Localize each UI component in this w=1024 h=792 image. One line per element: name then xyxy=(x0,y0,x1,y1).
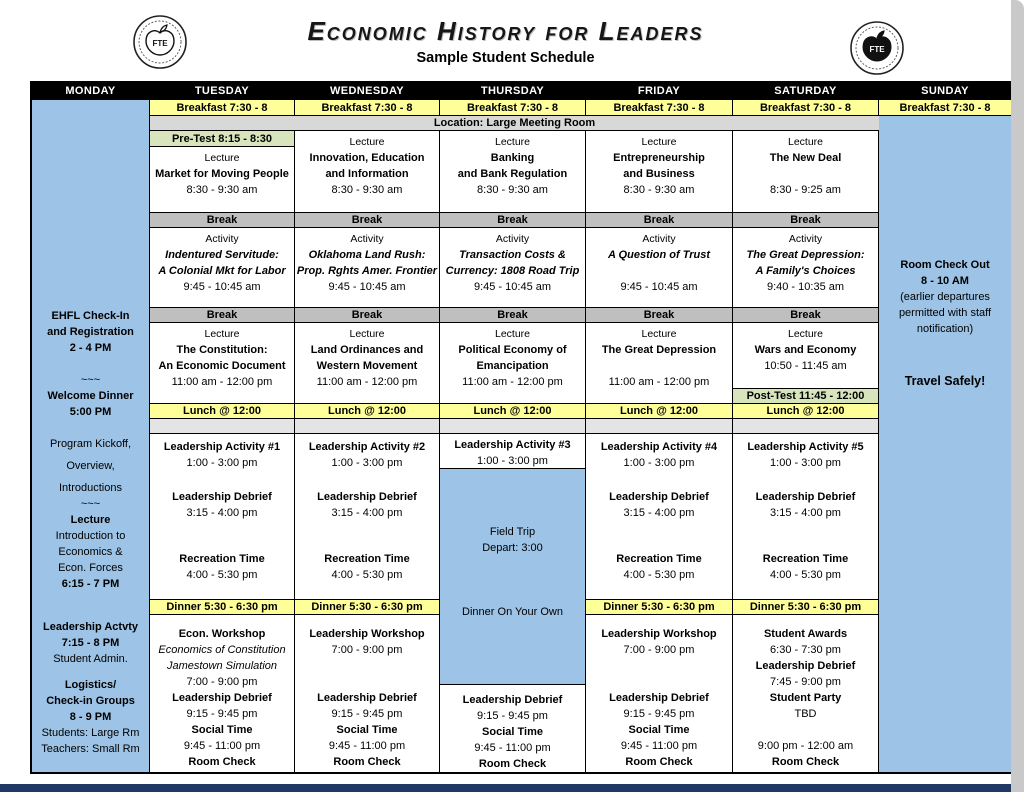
schedule-table xyxy=(30,81,1014,774)
page-header xyxy=(0,0,1011,81)
lunch-band xyxy=(586,404,732,419)
text-line: permitted with staff xyxy=(898,307,992,319)
text-line: Lunch @ 12:00 xyxy=(183,405,261,417)
text-line: Lecture xyxy=(349,136,385,148)
window-bottom-bar xyxy=(0,784,1011,792)
text-line: Break xyxy=(643,309,675,321)
text-line: Leadership Activity #2 xyxy=(308,441,426,453)
column-monday xyxy=(32,83,150,772)
text-line: The Great Depression xyxy=(601,344,717,356)
text-line: Field Trip xyxy=(489,526,536,538)
text-line: 1:00 - 3:00 pm xyxy=(477,455,548,467)
text-line: 11:00 am - 12:00 pm xyxy=(462,376,563,388)
text-line: Economics of Constitution xyxy=(158,644,286,656)
text-line: Prop. Rghts Amer. Frontier xyxy=(296,265,438,277)
text-line: 8:30 - 9:30 am xyxy=(477,184,548,196)
text-line: Room Check xyxy=(771,756,840,768)
text-line: 9:45 - 10:45 am xyxy=(183,281,261,293)
evening-cell xyxy=(440,685,585,772)
text-line: 1:00 - 3:00 pm xyxy=(770,457,841,469)
text-line: Program Kickoff, xyxy=(49,438,132,450)
spacer-row xyxy=(586,419,732,434)
dinner-band xyxy=(733,600,878,615)
activity-cell xyxy=(440,228,585,308)
text-line: 9:40 - 10:35 am xyxy=(766,281,845,293)
text-line: 7:00 - 9:00 pm xyxy=(186,676,258,688)
text-line: Leadership Actvty xyxy=(43,621,138,633)
text-line: 4:00 - 5:30 pm xyxy=(623,569,695,581)
text-line: Leadership Debrief xyxy=(172,692,272,704)
text-line: 8:30 - 9:30 am xyxy=(623,184,695,196)
text-line: 3:15 - 4:00 pm xyxy=(623,507,695,519)
text-line: Leadership Debrief xyxy=(755,491,856,503)
text-line: Political Economy of xyxy=(458,344,567,356)
spacer-row xyxy=(440,419,585,434)
breakfast-band xyxy=(733,100,878,116)
text-line: 7:15 - 8 PM xyxy=(61,637,120,649)
text-line: Lecture xyxy=(204,328,240,340)
text-line: 8 - 10 AM xyxy=(921,275,969,287)
text-line: Break xyxy=(351,309,383,321)
logo-text: FTE xyxy=(152,39,168,48)
text-line: Introductions xyxy=(59,482,122,494)
text-line: Jamestown Simulation xyxy=(166,660,278,672)
text-line: An Economic Document xyxy=(158,360,286,372)
text-line: Room Check xyxy=(333,756,401,768)
lunch-band xyxy=(440,404,585,419)
text-line: Leadership Workshop xyxy=(601,628,717,640)
text-line: Dinner 5:30 - 6:30 pm xyxy=(603,601,715,613)
break-band xyxy=(295,308,439,323)
break-band xyxy=(150,308,294,323)
text-line: Dinner On Your Own xyxy=(462,606,563,618)
text-line: 8:30 - 9:30 am xyxy=(186,184,258,196)
break-band xyxy=(586,308,732,323)
evening-cell xyxy=(586,615,732,772)
sunday-info-cell xyxy=(879,116,1011,772)
text-line: 1:00 - 3:00 pm xyxy=(331,457,403,469)
text-line: Check-in Groups xyxy=(46,695,135,707)
text-line: Breakfast 7:30 - 8 xyxy=(321,101,413,114)
break-band xyxy=(295,213,439,228)
text-line: Depart: 3:00 xyxy=(482,542,543,554)
text-line: Activity xyxy=(205,233,239,245)
text-line: Introduction to xyxy=(55,530,126,542)
activity-cell xyxy=(150,228,294,308)
text-line: Room Check xyxy=(188,756,256,768)
day-header-thursday: THURSDAY xyxy=(440,83,585,100)
lecture-cell xyxy=(150,147,294,213)
page-title: Economic History for Leaders xyxy=(307,16,704,46)
column-saturday xyxy=(733,83,879,772)
text-line: Break xyxy=(790,214,821,226)
location-banner: Location: Large Meeting Room xyxy=(150,116,879,131)
lecture-cell xyxy=(295,131,439,213)
afternoon-cell xyxy=(295,434,439,600)
text-line: Leadership Activity #5 xyxy=(747,441,864,453)
text-line: Oklahoma Land Rush: xyxy=(308,249,426,261)
text-line: Welcome Dinner xyxy=(47,390,134,402)
text-line: Activity xyxy=(788,233,823,245)
text-line: Recreation Time xyxy=(324,553,410,565)
text-line xyxy=(733,166,878,182)
lecture-cell xyxy=(440,323,585,404)
text-line: Banking xyxy=(490,152,535,164)
lecture-cell xyxy=(440,131,585,213)
text-line: notification) xyxy=(916,323,974,335)
text-line: Leadership Debrief xyxy=(317,491,417,503)
column-thursday xyxy=(440,83,586,772)
day-header-saturday: SATURDAY xyxy=(733,83,878,100)
text-line: Teachers: Small Rm xyxy=(41,743,140,755)
breakfast-band xyxy=(150,100,294,116)
column-sunday xyxy=(879,83,1012,772)
break-band xyxy=(733,308,878,323)
text-line: Break xyxy=(206,309,238,321)
text-line: 4:00 - 5:30 pm xyxy=(770,569,841,581)
text-line: Room Check Out xyxy=(900,259,990,271)
text-line: 5:00 PM xyxy=(69,406,112,418)
breakfast-band xyxy=(295,100,439,116)
lecture-cell xyxy=(295,323,439,404)
text-line: A Colonial Mkt for Labor xyxy=(158,265,286,277)
text-line: 9:15 - 9:45 pm xyxy=(186,708,258,720)
text-line: Economics & xyxy=(58,546,123,558)
text-line: ~~~ xyxy=(80,374,101,386)
text-line: 1:00 - 3:00 pm xyxy=(623,457,695,469)
break-band xyxy=(150,213,294,228)
text-line: Lecture xyxy=(787,328,824,340)
text-line: Breakfast 7:30 - 8 xyxy=(759,101,852,114)
monday-info-cell xyxy=(32,100,149,772)
text-line: Activity xyxy=(495,233,530,245)
text-line: Room Check xyxy=(478,758,547,770)
break-band xyxy=(440,308,585,323)
text-line: Entrepreneurship xyxy=(613,152,705,164)
text-line: Students: Large Rm xyxy=(41,727,140,739)
dinner-band xyxy=(150,600,294,615)
text-line: Econ. Forces xyxy=(58,562,123,574)
text-line: 8:30 - 9:30 am xyxy=(331,184,403,196)
text-line: Lecture xyxy=(70,514,111,526)
column-friday xyxy=(586,83,733,772)
column-wednesday xyxy=(295,83,440,772)
text-line: Travel Safely! xyxy=(904,374,986,388)
text-line: 9:45 - 10:45 am xyxy=(473,281,552,293)
text-line: 8 - 9 PM xyxy=(69,711,112,723)
text-line: Room Check xyxy=(625,756,693,768)
text-line: The New Deal xyxy=(769,152,842,164)
text-line: Lecture xyxy=(787,136,824,148)
text-line: and Information xyxy=(325,168,409,180)
text-line: 4:00 - 5:30 pm xyxy=(331,569,403,581)
text-line: 8:30 - 9:25 am xyxy=(770,184,841,196)
text-line: Recreation Time xyxy=(179,553,265,565)
text-line: The Constitution: xyxy=(176,344,268,356)
break-band xyxy=(440,213,585,228)
text-line: Social Time xyxy=(482,726,543,738)
lecture-cell xyxy=(150,323,294,404)
posttest-band xyxy=(733,389,878,404)
text-line: Activity xyxy=(350,233,384,245)
text-line: A Family's Choices xyxy=(755,265,856,277)
text-line: (earlier departures xyxy=(900,291,990,303)
text-line: Wars and Economy xyxy=(754,344,857,356)
text-line: Lecture xyxy=(641,328,677,340)
text-line: 11:00 am - 12:00 pm xyxy=(316,376,418,388)
text-line: Social Time xyxy=(628,724,690,736)
text-line: 10:50 - 11:45 am xyxy=(764,360,847,372)
text-line: Social Time xyxy=(191,724,253,736)
text-line: Break xyxy=(351,214,383,226)
activity-cell xyxy=(586,228,732,308)
breakfast-band xyxy=(879,100,1011,116)
text-line: Currency: 1808 Road Trip xyxy=(445,265,580,277)
text-line: Breakfast 7:30 - 8 xyxy=(466,101,559,114)
logo-text: FTE xyxy=(869,45,885,54)
text-line: 3:15 - 4:00 pm xyxy=(770,507,841,519)
text-line: 11:00 am - 12:00 pm xyxy=(608,376,710,388)
text-line: Western Movement xyxy=(316,360,418,372)
text-line: 7:00 - 9:00 pm xyxy=(623,644,695,656)
text-line: A Question of Trust xyxy=(607,249,711,261)
text-line: 9:15 - 9:45 pm xyxy=(477,710,548,722)
text-line: and Business xyxy=(623,168,695,180)
dinner-band xyxy=(295,600,439,615)
lecture-cell xyxy=(586,131,732,213)
text-line: Lecture xyxy=(204,152,240,164)
text-line: 4:00 - 5:30 pm xyxy=(186,569,258,581)
text-line: 3:15 - 4:00 pm xyxy=(331,507,403,519)
text-line: Leadership Activity #1 xyxy=(163,441,281,453)
text-line: Logistics/ xyxy=(64,679,117,691)
text-line: Leadership Debrief xyxy=(462,694,563,706)
spacer-row xyxy=(733,419,878,434)
text-line: Breakfast 7:30 - 8 xyxy=(176,101,268,114)
text-line: Leadership Debrief xyxy=(609,692,709,704)
afternoon-cell xyxy=(733,434,878,600)
text-line: 3:15 - 4:00 pm xyxy=(186,507,258,519)
text-line: Lunch @ 12:00 xyxy=(766,405,845,417)
text-line: 9:15 - 9:45 pm xyxy=(331,708,403,720)
text-line: 7:45 - 9:00 pm xyxy=(770,676,841,688)
text-line: 6:30 - 7:30 pm xyxy=(770,644,841,656)
dinner-band xyxy=(586,600,732,615)
text-line: Student Awards xyxy=(763,628,848,640)
evening-cell xyxy=(295,615,439,772)
break-band xyxy=(733,213,878,228)
afternoon-cell xyxy=(150,434,294,600)
text-line: Land Ordinances and xyxy=(310,344,424,356)
window-right-edge xyxy=(1011,0,1024,792)
text-line: and Registration xyxy=(47,326,134,338)
text-line: Leadership Activity #3 xyxy=(454,439,571,451)
text-line: and Bank Regulation xyxy=(457,168,568,180)
text-line: 1:00 - 3:00 pm xyxy=(186,457,258,469)
activity-cell xyxy=(295,228,439,308)
text-line: Recreation Time xyxy=(762,553,849,565)
text-line: Student Admin. xyxy=(53,653,128,665)
text-line: Recreation Time xyxy=(616,553,702,565)
text-line: Leadership Debrief xyxy=(609,491,709,503)
text-line: 11:00 am - 12:00 pm xyxy=(171,376,273,388)
text-line: Leadership Debrief xyxy=(172,491,272,503)
text-line: Innovation, Education xyxy=(309,152,425,164)
activity-cell xyxy=(733,228,878,308)
text-line: Pre-Test 8:15 - 8:30 xyxy=(171,132,273,145)
breakfast-band xyxy=(440,100,585,116)
text-line: TBD xyxy=(794,708,817,720)
text-line: Dinner 5:30 - 6:30 pm xyxy=(311,601,423,613)
text-line: 9:15 - 9:45 pm xyxy=(623,708,695,720)
text-line: Econ. Workshop xyxy=(178,628,266,640)
text-line: Lunch @ 12:00 xyxy=(473,405,552,417)
text-line xyxy=(733,722,878,738)
lunch-band xyxy=(295,404,439,419)
spacer-row xyxy=(295,419,439,434)
text-line: EHFL Check-In xyxy=(51,310,130,322)
text-line: The Great Depression: xyxy=(746,249,865,261)
text-line: 9:00 pm - 12:00 am xyxy=(757,740,854,752)
text-line: Break xyxy=(790,309,821,321)
text-line: 9:45 - 10:45 am xyxy=(328,281,406,293)
day-header-friday: FRIDAY xyxy=(586,83,732,100)
text-line: Break xyxy=(497,214,528,226)
fte-seal-logo xyxy=(849,20,905,76)
text-line: Lecture xyxy=(641,136,677,148)
text-line: Emancipation xyxy=(476,360,549,372)
text-line: Lecture xyxy=(494,136,531,148)
afternoon-cell xyxy=(440,434,585,469)
text-line: Break xyxy=(643,214,675,226)
text-line: ~~~ xyxy=(80,498,101,510)
text-line: Breakfast 7:30 - 8 xyxy=(899,101,991,114)
spacer-row xyxy=(150,419,294,434)
afternoon-cell xyxy=(586,434,732,600)
text-line: Breakfast 7:30 - 8 xyxy=(613,101,705,114)
evening-cell xyxy=(733,615,878,772)
text-line: 9:45 - 10:45 am xyxy=(620,281,698,293)
day-header-tuesday: TUESDAY xyxy=(150,83,294,100)
lecture-cell xyxy=(733,131,878,213)
lunch-band xyxy=(733,404,878,419)
text-line: Lunch @ 12:00 xyxy=(620,405,698,417)
day-header-sunday: SUNDAY xyxy=(879,83,1011,100)
text-line: Break xyxy=(206,214,238,226)
text-line: Student Party xyxy=(769,692,842,704)
page-subtitle: Sample Student Schedule xyxy=(416,50,595,66)
text-line: Leadership Workshop xyxy=(309,628,425,640)
lecture-cell xyxy=(733,323,878,389)
column-tuesday xyxy=(150,83,295,772)
text-line: Lunch @ 12:00 xyxy=(328,405,406,417)
text-line: Lecture xyxy=(494,328,531,340)
text-line: 9:45 - 11:00 pm xyxy=(183,740,261,752)
text-line xyxy=(586,263,732,279)
text-line xyxy=(586,358,732,374)
text-line: Dinner 5:30 - 6:30 pm xyxy=(749,601,862,613)
break-band xyxy=(586,213,732,228)
text-line: Post-Test 11:45 - 12:00 xyxy=(746,390,865,402)
breakfast-band xyxy=(586,100,732,116)
evening-cell xyxy=(150,615,294,772)
text-line: Leadership Activity #4 xyxy=(600,441,718,453)
text-line: Transaction Costs & xyxy=(459,249,566,261)
text-line: 2 - 4 PM xyxy=(69,342,112,354)
text-line: Indentured Servitude: xyxy=(165,249,279,261)
text-line: Lecture xyxy=(349,328,385,340)
day-header-monday: MONDAY xyxy=(32,83,149,100)
fieldtrip-cell xyxy=(440,469,585,685)
text-line: 6:15 - 7 PM xyxy=(61,578,120,590)
day-header-wednesday: WEDNESDAY xyxy=(295,83,439,100)
text-line: 7:00 - 9:00 pm xyxy=(331,644,403,656)
text-line: 9:45 - 11:00 pm xyxy=(328,740,406,752)
text-line: 9:45 - 11:00 pm xyxy=(474,742,551,754)
text-line: Leadership Debrief xyxy=(755,660,856,672)
text-line: Break xyxy=(497,309,528,321)
text-line: Market for Moving People xyxy=(155,168,289,180)
text-line: Leadership Debrief xyxy=(317,692,417,704)
text-line: Overview, xyxy=(66,460,115,472)
pretest-band xyxy=(150,131,294,147)
text-line: 9:45 - 11:00 pm xyxy=(620,740,698,752)
lecture-cell xyxy=(586,323,732,404)
text-line: Activity xyxy=(642,233,676,245)
text-line: Dinner 5:30 - 6:30 pm xyxy=(166,601,278,613)
lunch-band xyxy=(150,404,294,419)
text-line: Social Time xyxy=(336,724,398,736)
